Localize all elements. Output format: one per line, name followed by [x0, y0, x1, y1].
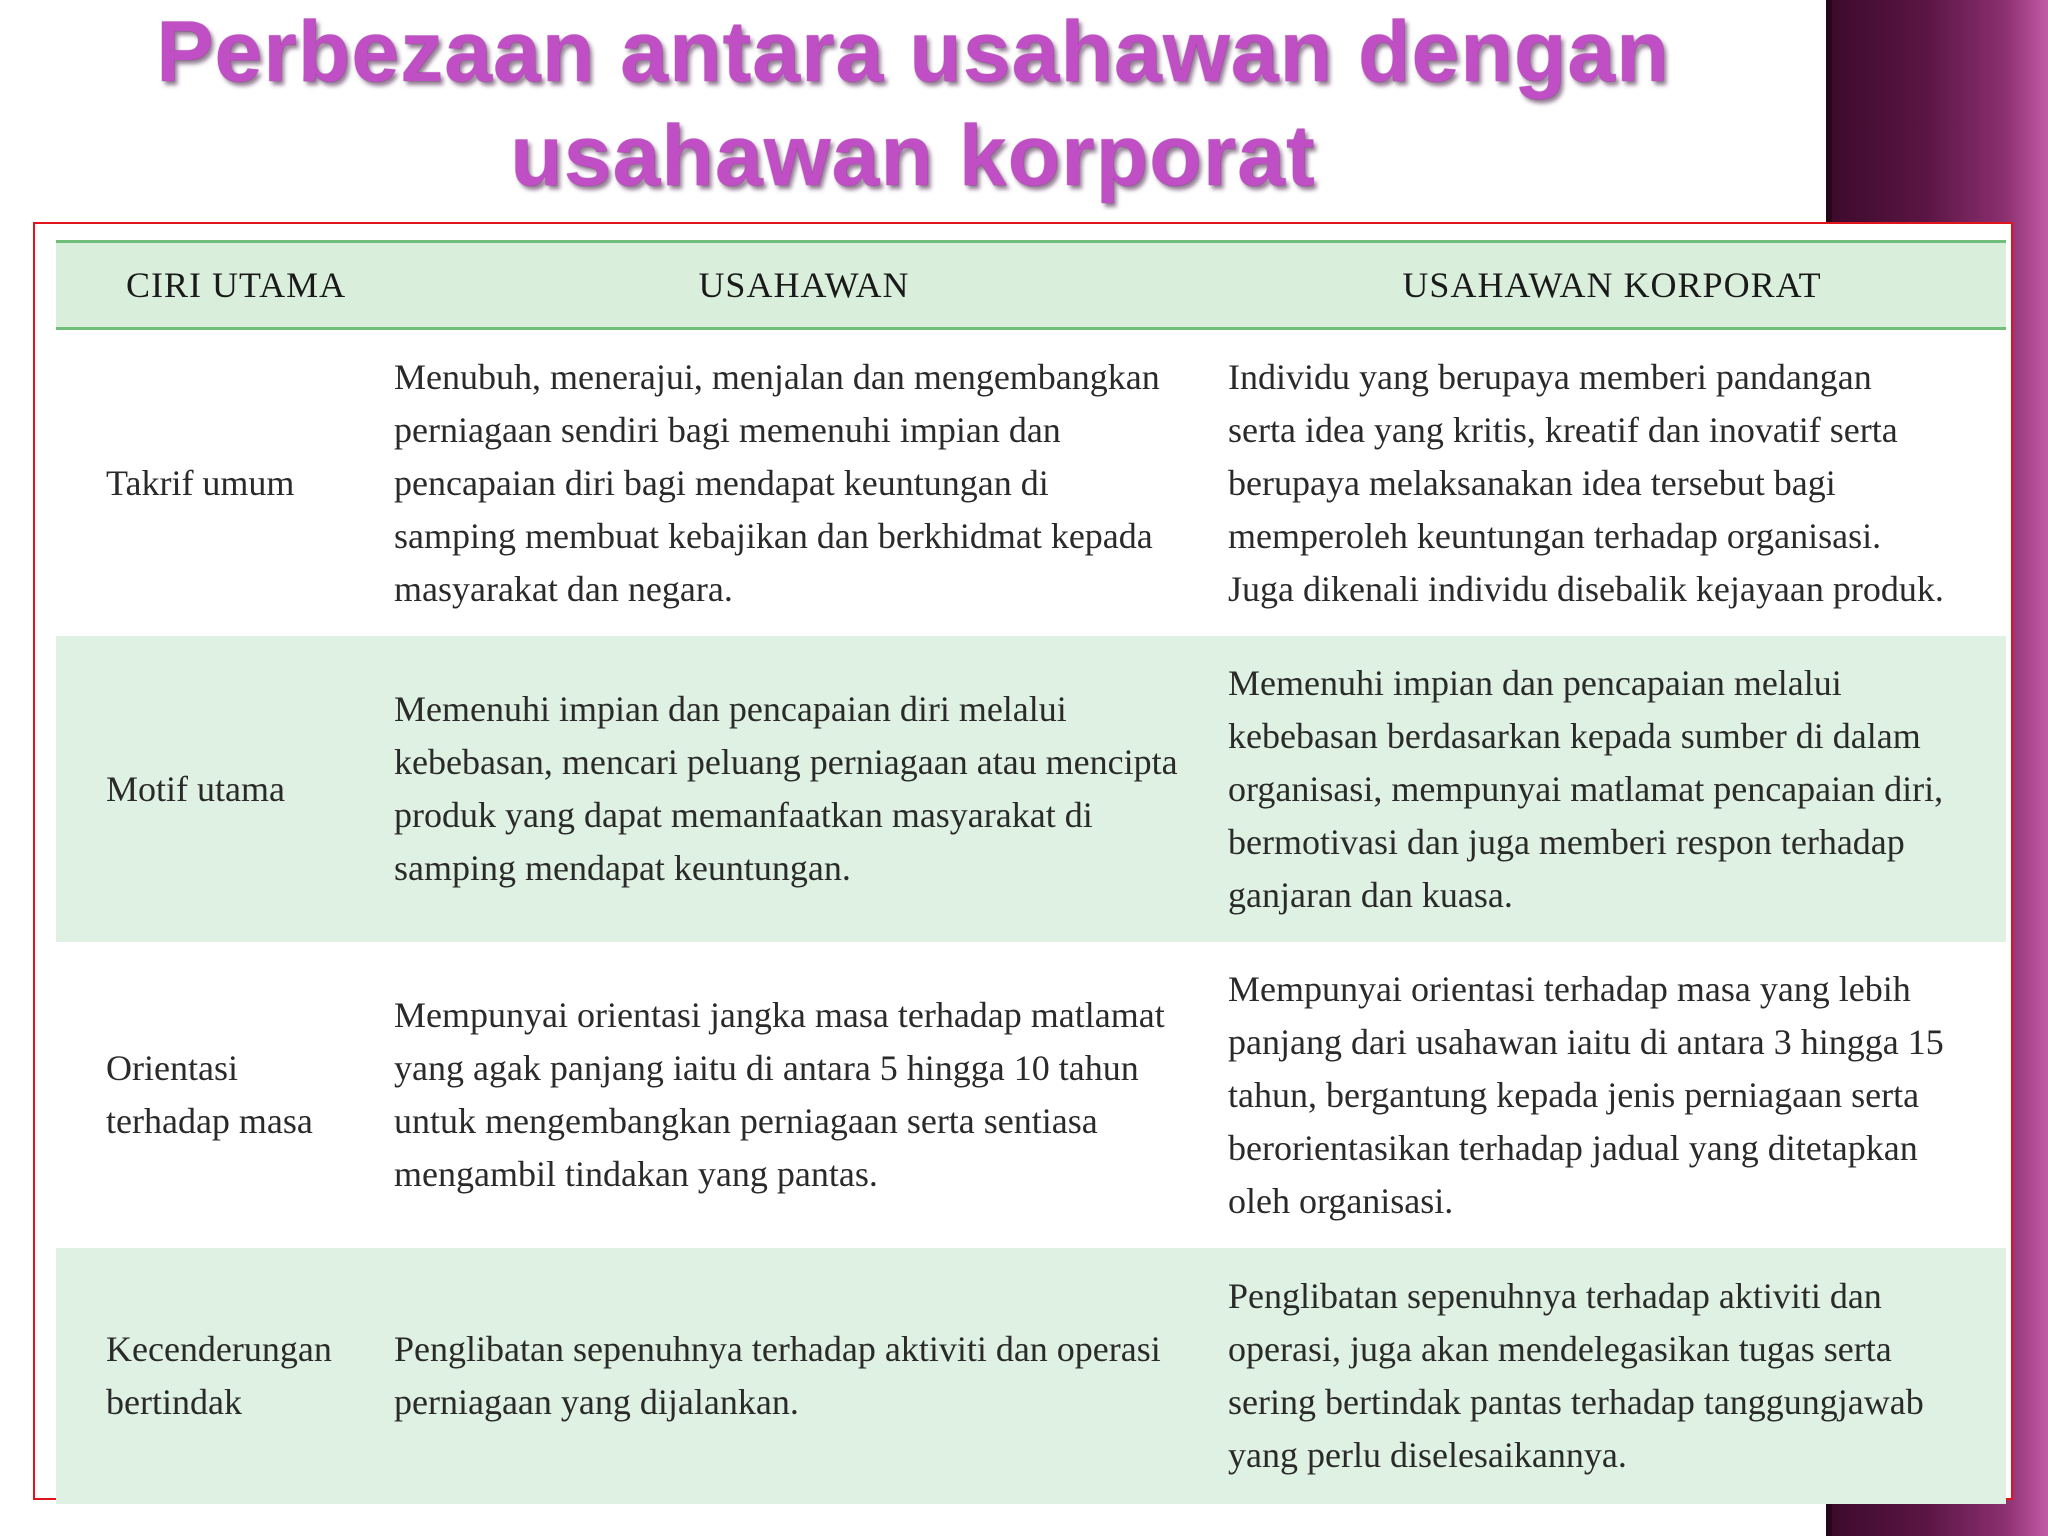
row-feature-takrif-umum: Takrif umum	[106, 462, 295, 503]
slide-title	[0, 0, 1826, 218]
row-usahawan-orientasi-masa: Mempunyai orientasi jangka masa terhadap matlamat yang agak panjang iaitu di antara 5 hingga 10 tahun untuk mengembangkan perniagaan serta sentiasa mengambil tindakan yang pantas.	[394, 995, 1165, 1194]
slide-title-line-1: Perbezaan antara usahawan dengan	[156, 4, 1670, 100]
table-row	[56, 330, 2006, 636]
table-header-row	[56, 240, 2006, 330]
header-usahawan-korporat: USAHAWAN KORPORAT	[1402, 264, 1822, 305]
row-feature-motif-utama: Motif utama	[106, 768, 285, 809]
table-row	[56, 942, 2006, 1248]
row-usahawan-motif-utama: Memenuhi impian dan pencapaian diri melalui kebebasan, mencari peluang perniagaan atau mencipta produk yang dapat memanfaatkan masyarakat di samping mendapat keuntungan.	[394, 689, 1178, 888]
row-korporat-orientasi-masa: Mempunyai orientasi terhadap masa yang lebih panjang dari usahawan iaitu di antara 3 hingga 15 tahun, bergantung kepada jenis perniagaan serta berorientasikan terhadap jadual yang ditetapkan oleh organisasi.	[1228, 968, 1944, 1221]
header-ciri-utama: CIRI UTAMA	[126, 264, 347, 305]
slide-title-line-2: usahawan korporat	[510, 108, 1316, 204]
header-usahawan: USAHAWAN	[698, 264, 910, 305]
row-usahawan-takrif-umum: Menubuh, menerajui, menjalan dan mengembangkan perniagaan sendiri bagi memenuhi impian dan pencapaian diri bagi mendapat keuntungan di samping membuat kebajikan dan berkhidmat kepada masyarakat dan negara.	[394, 356, 1160, 609]
table-row	[56, 1248, 2006, 1504]
row-korporat-motif-utama: Memenuhi impian dan pencapaian melalui kebebasan berdasarkan kepada sumber di dalam organisasi, mempunyai matlamat pencapaian diri, bermotivasi dan juga memberi respon terhadap ganjaran dan kuasa.	[1228, 662, 1944, 915]
comparison-table	[56, 240, 2006, 1504]
row-korporat-kecenderungan-bertindak: Penglibatan sepenuhnya terhadap aktiviti dan operasi, juga akan mendelegasikan tugas serta sering bertindak pantas terhadap tanggungjawab yang perlu diselesaikannya.	[1228, 1276, 1924, 1475]
row-usahawan-kecenderungan-bertindak: Penglibatan sepenuhnya terhadap aktiviti dan operasi perniagaan yang dijalankan.	[394, 1329, 1161, 1422]
row-feature-kecenderungan-bertindak: Kecenderungan bertindak	[106, 1329, 332, 1422]
table-row	[56, 636, 2006, 942]
row-feature-orientasi-masa: Orientasi terhadap masa	[106, 1048, 313, 1141]
comparison-table-frame	[33, 222, 2013, 1500]
row-korporat-takrif-umum: Individu yang berupaya memberi pandangan serta idea yang kritis, kreatif dan inovatif serta berupaya melaksanakan idea tersebut bagi memperoleh keuntungan terhadap organisasi. Juga dikenali individu disebalik kejayaan produk.	[1228, 356, 1944, 609]
